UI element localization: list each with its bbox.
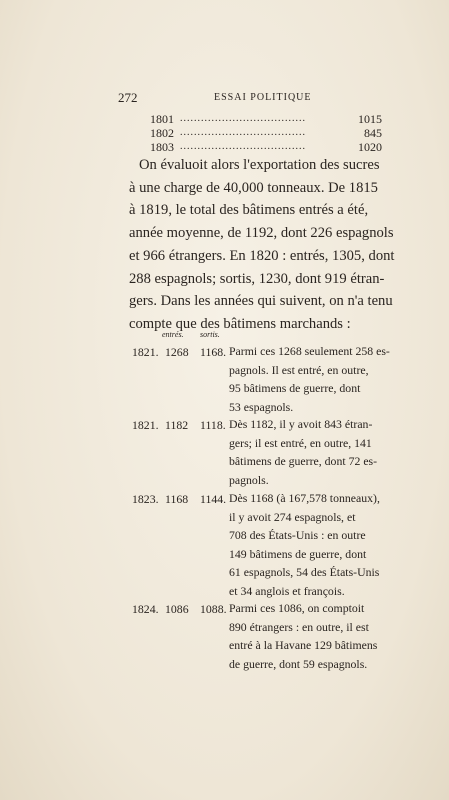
body-paragraph <box>129 154 395 336</box>
entry-line: 95 bâtimens de guerre, dont <box>229 381 361 395</box>
entry-year: 1821. <box>132 345 159 359</box>
column-head-in: entrés. <box>162 330 184 339</box>
entry-year: 1823. <box>132 492 159 506</box>
dot-leader: .................................... <box>180 113 306 124</box>
year-value: 845 <box>364 126 382 140</box>
paragraph-line: gers. Dans les années qui suivent, on n'a tenu <box>129 293 393 310</box>
page-header <box>118 90 380 104</box>
entry-year: 1824. <box>132 602 159 616</box>
entry-line: entré à la Havane 129 bâtimens <box>229 638 378 652</box>
year-row <box>150 126 382 140</box>
entry-line: Dès 1182, il y avoit 843 étran- <box>229 417 373 431</box>
dot-leader: .................................... <box>180 141 306 152</box>
entry-line: il y avoit 274 espagnols, et <box>229 509 356 524</box>
entry-in: 1268 <box>165 345 189 359</box>
dot-leader: .................................... <box>180 127 306 138</box>
year-label: 1801 <box>150 112 174 126</box>
entry-out: 1088. <box>200 602 227 616</box>
entry-line: et 34 anglois et françois. <box>229 583 345 598</box>
entry-line: bâtimens de guerre, dont 72 es- <box>229 454 378 468</box>
year-value: 1020 <box>358 140 382 154</box>
year-value: 1015 <box>358 112 382 126</box>
entry-line: 61 espagnols, 54 des États-Unis <box>229 565 380 579</box>
entry-line: 708 des États-Unis : en outre <box>229 528 366 542</box>
entry-text <box>229 599 387 673</box>
paragraph-line: compte que des bâtimens marchands : <box>129 315 351 332</box>
paragraph-line: année moyenne, de 1192, dont 226 espagnols <box>129 225 394 242</box>
entry-line: gers; il est entré, en outre, 141 <box>229 435 372 450</box>
entry-line: de guerre, dont 59 espagnols. <box>229 656 368 671</box>
entry-line: Dès 1168 (à 167,578 tonneaux), <box>229 491 380 505</box>
paragraph-line: à 1819, le total des bâtimens entrés a été, <box>129 202 369 219</box>
entry-line: 53 espagnols. <box>229 399 294 414</box>
year-label: 1802 <box>150 126 174 140</box>
entry-text <box>229 415 387 489</box>
entry-in: 1086 <box>165 602 189 616</box>
paragraph-line: 288 espagnols; sortis, 1230, dont 919 étran- <box>129 270 385 287</box>
entry-line: pagnols. <box>229 472 269 487</box>
entry-line: Parmi ces 1086, on comptoit <box>229 601 365 615</box>
entry-in: 1168 <box>165 492 189 506</box>
column-head-out: sortis. <box>200 330 220 339</box>
entry-out: 1168. <box>200 345 227 359</box>
entry-line: pagnols. Il est entré, en outre, <box>229 362 369 377</box>
page-number: 272 <box>118 90 138 105</box>
year-row <box>150 140 382 154</box>
entry-out: 1144. <box>200 492 227 506</box>
paragraph-line: et 966 étrangers. En 1820 : entrés, 1305, dont <box>129 247 395 264</box>
paragraph-line: On évaluoit alors l'exportation des sucres <box>139 157 380 173</box>
paragraph-line: à une charge de 40,000 tonneaux. De 1815 <box>129 179 378 196</box>
running-head: ESSAI POLITIQUE <box>214 92 312 103</box>
entry-line: 890 étrangers : en outre, il est <box>229 619 369 634</box>
year-row <box>150 112 382 126</box>
entry-year: 1821. <box>132 418 159 432</box>
year-tonnage-list <box>150 112 382 154</box>
year-label: 1803 <box>150 140 174 154</box>
entry-text <box>229 489 387 600</box>
entry-line: 149 bâtimens de guerre, dont <box>229 546 367 561</box>
entry-in: 1182 <box>165 418 189 432</box>
entry-out: 1118. <box>200 418 226 432</box>
entry-line: Parmi ces 1268 seulement 258 es- <box>229 344 390 358</box>
entry-text <box>229 342 390 416</box>
